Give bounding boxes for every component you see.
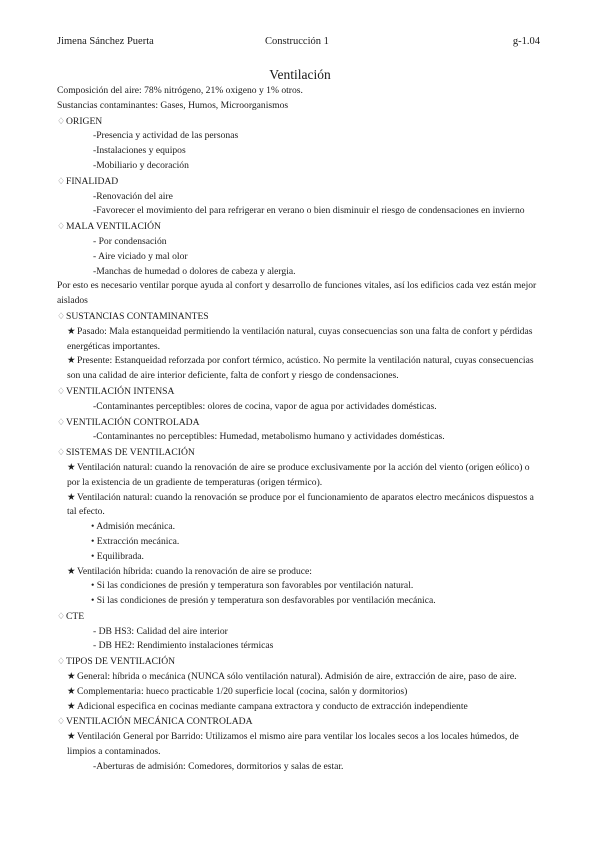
paragraph: Por esto es necesario ventilar porque ayuda al confort y desarrollo de funciones vitales, así los edificios cada vez están mejor aislados — [57, 280, 537, 307]
course-name: Construcción 1 — [265, 36, 329, 47]
list-item: • Admisión mecánica. — [91, 521, 176, 533]
list-item: ★Complementaria: hueco practicable 1/20 superficie local (cocina, salón y dormitorios) — [57, 685, 540, 700]
list-item: • Extracción mecánica. — [91, 535, 180, 547]
star-icon: ★ — [67, 672, 76, 683]
list-item: -Manchas de humedad o dolores de cabeza y alergia. — [93, 265, 296, 277]
diamond-glyph-icon: ♢ — [57, 656, 66, 667]
star-icon: ★ — [67, 326, 76, 337]
diamond-glyph-icon: ♢ — [57, 416, 66, 427]
list-item: -Aberturas de admisión: Comedores, dormitorios y salas de estar. — [93, 760, 344, 772]
star-icon: ★ — [67, 462, 76, 473]
list-item: -Instalaciones y equipos — [93, 145, 186, 157]
list-item: ★Pasado: Mala estanqueidad permitiendo la ventilación natural, cuyas consecuencias son una falta de confort y pérdidas energéticas importantes. — [67, 325, 533, 352]
diamond-glyph-icon: ♢ — [57, 385, 66, 396]
page-code: g-1.04 — [512, 36, 540, 47]
list-item: -Favorecer el movimiento del para refrigerar en verano o bien disminuir el riesgo de condensaciones en invierno — [93, 205, 525, 217]
list-item: -Contaminantes no perceptibles: Humedad, metabolismo humano y actividades domésticas. — [93, 431, 445, 443]
star-icon: ★ — [67, 732, 76, 743]
list-item: ★General: híbrida o mecánica (NUNCA sólo ventilación natural). Admisión de aire, extracción de aire, paso de aire. — [57, 670, 540, 685]
diamond-glyph-icon: ♢ — [57, 115, 66, 126]
list-item: ★Ventilación natural: cuando la renovación de aire se produce exclusivamente por la acción del viento (origen eólico) o por la existencia de un gradiente de temperaturas (origen térmico). — [67, 461, 530, 488]
list-item: -Presencia y actividad de las personas — [93, 130, 239, 142]
list-item: -Renovación del aire — [93, 190, 173, 202]
list-item: ★Adicional especifica en cocinas mediante campana extractora y conducto de extracción independiente — [57, 700, 540, 715]
list-item: -Mobiliario y decoración — [93, 159, 189, 171]
section-heading: ♢SUSTANCIAS CONTAMINANTES — [57, 310, 209, 322]
page-title: Ventilación — [269, 67, 331, 82]
list-item: • Equilibrada. — [91, 550, 144, 562]
star-icon: ★ — [67, 492, 76, 503]
diamond-glyph-icon: ♢ — [57, 447, 66, 458]
list-item: • Si las condiciones de presión y temperatura son favorables por ventilación natural. — [91, 580, 414, 592]
star-icon: ★ — [67, 356, 76, 367]
list-item: ★Ventilación híbrida: cuando la renovación de aire se produce: — [57, 565, 540, 580]
intro-line: Sustancias contaminantes: Gases, Humos, Microorganismos — [57, 99, 289, 111]
star-icon: ★ — [67, 686, 76, 697]
list-item: - DB HS3: Calidad del aire interior — [93, 625, 228, 637]
page-header — [57, 36, 540, 50]
diamond-glyph-icon: ♢ — [57, 175, 66, 186]
diamond-glyph-icon: ♢ — [57, 310, 66, 321]
section-heading: ♢SISTEMAS DE VENTILACIÓN — [57, 447, 195, 459]
document-body — [57, 84, 540, 775]
section-heading: ♢FINALIDAD — [57, 175, 119, 187]
list-item: • Si las condiciones de presión y temperatura son desfavorables por ventilación mecánica. — [91, 595, 436, 607]
star-icon: ★ — [67, 566, 76, 577]
list-item: - DB HE2: Rendimiento instalaciones térmicas — [93, 640, 274, 652]
list-item: -Contaminantes perceptibles: olores de cocina, vapor de agua por actividades domésticas. — [93, 400, 437, 412]
intro-line: Composición del aire: 78% nitrógeno, 21% oxigeno y 1% otros. — [57, 85, 303, 96]
diamond-glyph-icon: ♢ — [57, 610, 66, 621]
section-heading: ♢VENTILACIÓN INTENSA — [57, 385, 175, 397]
list-item: ★Presente: Estanqueidad reforzada por confort térmico, acústico. No permite la ventilación natural, cuyas consecuencias son una calidad de aire interior deficiente, falta de confort y riesgo de condensaciones. — [67, 355, 534, 382]
diamond-glyph-icon: ♢ — [57, 221, 66, 232]
section-heading: ♢MALA VENTILACIÓN — [57, 221, 161, 233]
list-item: - Por condensación — [93, 235, 167, 247]
list-item: - Aire viciado y mal olor — [93, 250, 188, 262]
section-heading: ♢CTE — [57, 610, 85, 622]
section-heading: ♢TIPOS DE VENTILACIÓN — [57, 656, 176, 668]
author-name: Jimena Sánchez Puerta — [57, 36, 154, 47]
star-icon: ★ — [67, 701, 76, 712]
section-heading: ♢VENTILACIÓN MECÁNICA CONTROLADA — [57, 716, 253, 728]
list-item: ★Ventilación natural: cuando la renovación se produce por el funcionamiento de aparatos electro mecánicos dispuestos a tal efecto. — [67, 491, 534, 518]
diamond-glyph-icon: ♢ — [57, 716, 66, 727]
section-heading: ♢VENTILACIÓN CONTROLADA — [57, 416, 200, 428]
list-item: ★Ventilación General por Barrido: Utilizamos el mismo aire para ventilar los locales secos a los locales húmedos, de limpios a contaminados. — [67, 731, 519, 758]
section-heading: ♢ORIGEN — [57, 115, 103, 127]
